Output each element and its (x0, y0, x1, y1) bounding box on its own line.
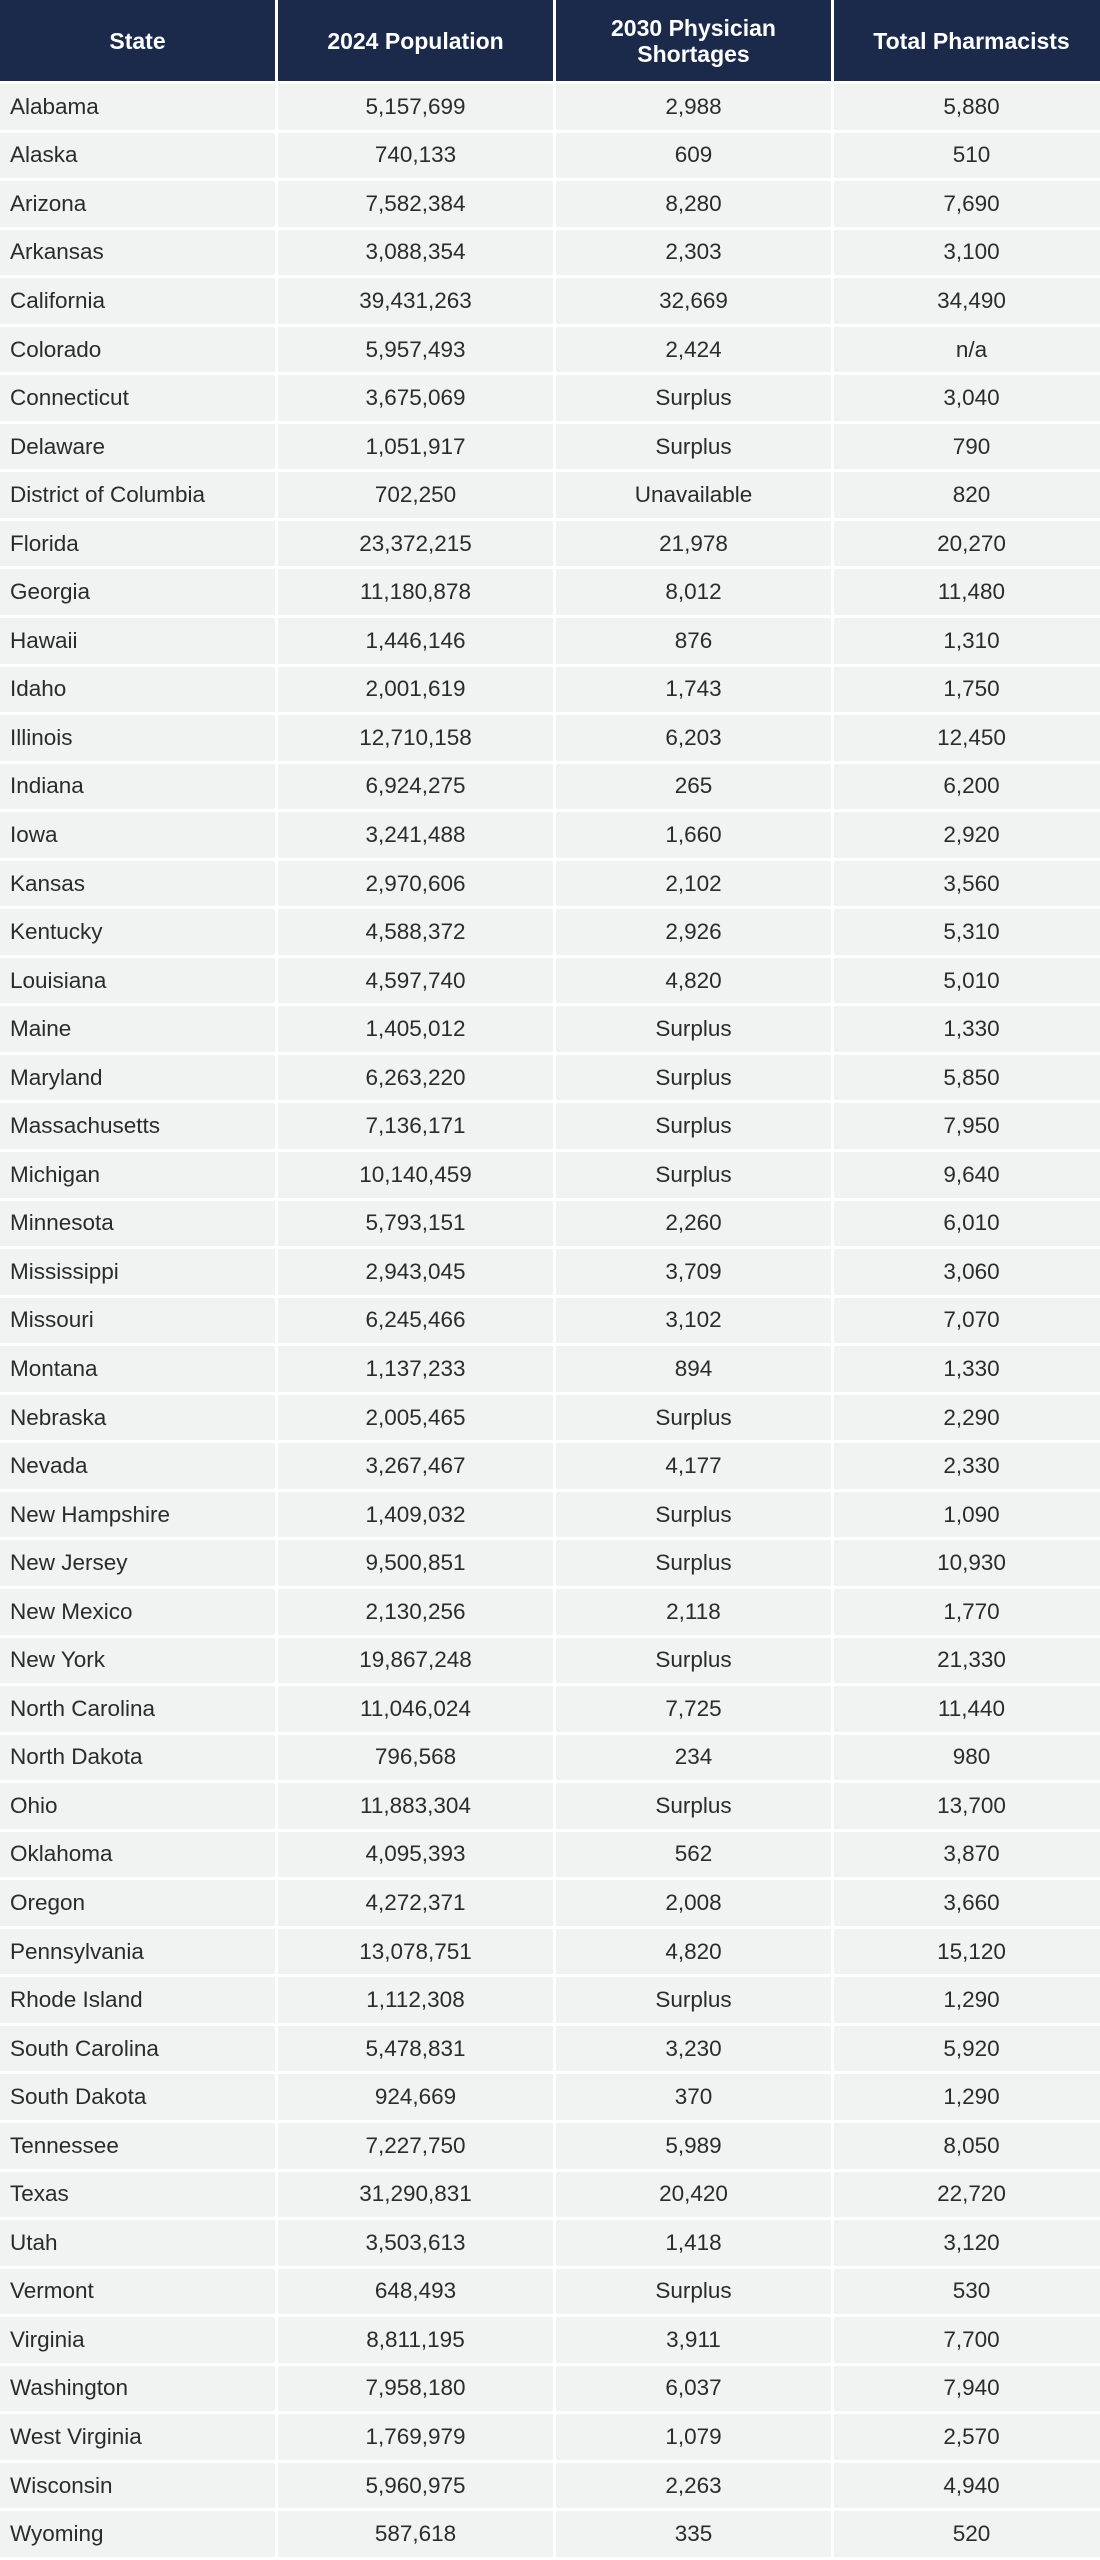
table-cell-total-pharmacists: 3,560 (834, 861, 1100, 910)
table-cell-physician-shortages-2030: Surplus (556, 1783, 831, 1832)
table-cell-total-pharmacists: 1,090 (834, 1492, 1100, 1541)
table-cell-total-pharmacists: 820 (834, 472, 1100, 521)
table-cell-state: Pennsylvania (0, 1929, 275, 1978)
table-cell-state: Connecticut (0, 375, 275, 424)
table-cell-total-pharmacists: 2,290 (834, 1395, 1100, 1444)
table-cell-physician-shortages-2030: 2,102 (556, 861, 831, 910)
table-cell-physician-shortages-2030: 6,203 (556, 715, 831, 764)
table-cell-total-pharmacists: 3,870 (834, 1832, 1100, 1881)
table-cell-state: Minnesota (0, 1201, 275, 1250)
table-cell-total-pharmacists: 7,070 (834, 1298, 1100, 1347)
table-cell-population-2024: 3,675,069 (278, 375, 553, 424)
table-cell-total-pharmacists: 7,690 (834, 181, 1100, 230)
table-cell-state: South Carolina (0, 2026, 275, 2075)
table-cell-population-2024: 10,140,459 (278, 1152, 553, 1201)
table-cell-physician-shortages-2030: 3,709 (556, 1249, 831, 1298)
table-cell-population-2024: 3,503,613 (278, 2220, 553, 2269)
table-cell-state: Arkansas (0, 230, 275, 279)
table-cell-physician-shortages-2030: 2,988 (556, 84, 831, 133)
table-cell-state: Louisiana (0, 958, 275, 1007)
table-cell-state: New Hampshire (0, 1492, 275, 1541)
table-cell-total-pharmacists: 1,770 (834, 1589, 1100, 1638)
table-cell-state: Tennessee (0, 2123, 275, 2172)
table-cell-population-2024: 6,263,220 (278, 1055, 553, 1104)
table-cell-total-pharmacists: 20,270 (834, 521, 1100, 570)
table-cell-total-pharmacists: 7,700 (834, 2317, 1100, 2366)
table-cell-physician-shortages-2030: 20,420 (556, 2172, 831, 2221)
table-cell-state: California (0, 278, 275, 327)
table-cell-population-2024: 9,500,851 (278, 1540, 553, 1589)
table-cell-state: New Jersey (0, 1540, 275, 1589)
table-cell-total-pharmacists: 12,450 (834, 715, 1100, 764)
table-cell-total-pharmacists: 4,940 (834, 2463, 1100, 2512)
table-cell-population-2024: 1,446,146 (278, 618, 553, 667)
table-cell-physician-shortages-2030: Surplus (556, 1055, 831, 1104)
table-cell-total-pharmacists: 7,950 (834, 1103, 1100, 1152)
table-cell-population-2024: 23,372,215 (278, 521, 553, 570)
table-cell-state: District of Columbia (0, 472, 275, 521)
table-cell-population-2024: 7,582,384 (278, 181, 553, 230)
table-cell-state: North Carolina (0, 1686, 275, 1735)
table-cell-population-2024: 924,669 (278, 2074, 553, 2123)
table-cell-physician-shortages-2030: 4,820 (556, 1929, 831, 1978)
table-cell-physician-shortages-2030: 2,303 (556, 230, 831, 279)
table-cell-total-pharmacists: 790 (834, 424, 1100, 473)
table-cell-physician-shortages-2030: Surplus (556, 2269, 831, 2318)
table-cell-population-2024: 587,618 (278, 2511, 553, 2560)
table-cell-population-2024: 4,272,371 (278, 1880, 553, 1929)
table-cell-population-2024: 702,250 (278, 472, 553, 521)
table-cell-total-pharmacists: 3,040 (834, 375, 1100, 424)
table-cell-physician-shortages-2030: 2,263 (556, 2463, 831, 2512)
table-cell-state: Wisconsin (0, 2463, 275, 2512)
table-cell-physician-shortages-2030: 370 (556, 2074, 831, 2123)
table-cell-total-pharmacists: 2,920 (834, 812, 1100, 861)
table-cell-state: Arizona (0, 181, 275, 230)
table-cell-population-2024: 7,958,180 (278, 2366, 553, 2415)
table-cell-population-2024: 1,405,012 (278, 1006, 553, 1055)
table-cell-total-pharmacists: 520 (834, 2511, 1100, 2560)
table-cell-physician-shortages-2030: Surplus (556, 1492, 831, 1541)
table-cell-physician-shortages-2030: 2,118 (556, 1589, 831, 1638)
table-cell-total-pharmacists: 1,290 (834, 1977, 1100, 2026)
table-cell-population-2024: 12,710,158 (278, 715, 553, 764)
table-cell-physician-shortages-2030: 2,926 (556, 909, 831, 958)
table-cell-total-pharmacists: 5,920 (834, 2026, 1100, 2075)
table-cell-physician-shortages-2030: 562 (556, 1832, 831, 1881)
table-cell-physician-shortages-2030: 1,743 (556, 667, 831, 716)
table-cell-population-2024: 6,245,466 (278, 1298, 553, 1347)
table-cell-total-pharmacists: n/a (834, 327, 1100, 376)
table-cell-total-pharmacists: 11,440 (834, 1686, 1100, 1735)
table-cell-state: Virginia (0, 2317, 275, 2366)
table-cell-population-2024: 2,005,465 (278, 1395, 553, 1444)
table-cell-state: Georgia (0, 569, 275, 618)
table-cell-population-2024: 3,267,467 (278, 1443, 553, 1492)
table-cell-state: Texas (0, 2172, 275, 2221)
table-cell-physician-shortages-2030: Surplus (556, 1103, 831, 1152)
table-cell-population-2024: 11,180,878 (278, 569, 553, 618)
table-cell-total-pharmacists: 22,720 (834, 2172, 1100, 2221)
table-cell-physician-shortages-2030: 2,260 (556, 1201, 831, 1250)
table-cell-total-pharmacists: 530 (834, 2269, 1100, 2318)
table-cell-physician-shortages-2030: Surplus (556, 1152, 831, 1201)
table-cell-physician-shortages-2030: 6,037 (556, 2366, 831, 2415)
table-cell-physician-shortages-2030: 1,660 (556, 812, 831, 861)
table-cell-state: Iowa (0, 812, 275, 861)
table-cell-state: Alaska (0, 133, 275, 182)
table-cell-population-2024: 2,001,619 (278, 667, 553, 716)
table-cell-state: Indiana (0, 764, 275, 813)
column-header-population-2024: 2024 Population (278, 0, 553, 84)
table-cell-total-pharmacists: 3,120 (834, 2220, 1100, 2269)
table-cell-physician-shortages-2030: 3,230 (556, 2026, 831, 2075)
table-cell-total-pharmacists: 10,930 (834, 1540, 1100, 1589)
table-cell-total-pharmacists: 3,060 (834, 1249, 1100, 1298)
table-cell-total-pharmacists: 13,700 (834, 1783, 1100, 1832)
table-cell-physician-shortages-2030: Surplus (556, 1006, 831, 1055)
table-cell-total-pharmacists: 1,290 (834, 2074, 1100, 2123)
table-cell-population-2024: 796,568 (278, 1735, 553, 1784)
table-cell-state: Oklahoma (0, 1832, 275, 1881)
table-cell-physician-shortages-2030: Surplus (556, 1395, 831, 1444)
table-cell-population-2024: 7,136,171 (278, 1103, 553, 1152)
table-cell-physician-shortages-2030: 32,669 (556, 278, 831, 327)
table-cell-physician-shortages-2030: Surplus (556, 375, 831, 424)
table-cell-physician-shortages-2030: 609 (556, 133, 831, 182)
table-cell-state: Colorado (0, 327, 275, 376)
table-cell-population-2024: 5,478,831 (278, 2026, 553, 2075)
table-cell-population-2024: 13,078,751 (278, 1929, 553, 1978)
table-cell-state: South Dakota (0, 2074, 275, 2123)
table-cell-total-pharmacists: 3,100 (834, 230, 1100, 279)
table-cell-total-pharmacists: 9,640 (834, 1152, 1100, 1201)
table-cell-population-2024: 2,130,256 (278, 1589, 553, 1638)
table-cell-total-pharmacists: 510 (834, 133, 1100, 182)
table-cell-state: Michigan (0, 1152, 275, 1201)
table-cell-physician-shortages-2030: 2,008 (556, 1880, 831, 1929)
table-cell-state: Montana (0, 1346, 275, 1395)
table-cell-state: Nebraska (0, 1395, 275, 1444)
table-cell-state: Rhode Island (0, 1977, 275, 2026)
table-cell-total-pharmacists: 1,330 (834, 1006, 1100, 1055)
table-cell-total-pharmacists: 1,310 (834, 618, 1100, 667)
table-cell-total-pharmacists: 6,010 (834, 1201, 1100, 1250)
table-cell-population-2024: 5,957,493 (278, 327, 553, 376)
table-cell-state: West Virginia (0, 2414, 275, 2463)
table-cell-state: Ohio (0, 1783, 275, 1832)
table-cell-population-2024: 648,493 (278, 2269, 553, 2318)
table-cell-total-pharmacists: 15,120 (834, 1929, 1100, 1978)
table-cell-population-2024: 2,970,606 (278, 861, 553, 910)
table-cell-population-2024: 4,588,372 (278, 909, 553, 958)
table-cell-population-2024: 11,883,304 (278, 1783, 553, 1832)
table-cell-population-2024: 1,769,979 (278, 2414, 553, 2463)
table-cell-state: North Dakota (0, 1735, 275, 1784)
table-cell-state: New Mexico (0, 1589, 275, 1638)
table-cell-physician-shortages-2030: 3,911 (556, 2317, 831, 2366)
table-cell-state: New York (0, 1638, 275, 1687)
table-cell-state: Missouri (0, 1298, 275, 1347)
column-header-total-pharmacists: Total Pharmacists (834, 0, 1100, 84)
table-cell-total-pharmacists: 8,050 (834, 2123, 1100, 2172)
table-cell-population-2024: 3,241,488 (278, 812, 553, 861)
table-cell-state: Delaware (0, 424, 275, 473)
table-cell-state: Oregon (0, 1880, 275, 1929)
table-cell-state: Florida (0, 521, 275, 570)
table-cell-state: Alabama (0, 84, 275, 133)
table-cell-total-pharmacists: 5,010 (834, 958, 1100, 1007)
table-cell-population-2024: 1,051,917 (278, 424, 553, 473)
table-cell-state: Maine (0, 1006, 275, 1055)
table-cell-state: Idaho (0, 667, 275, 716)
table-cell-population-2024: 6,924,275 (278, 764, 553, 813)
table-cell-physician-shortages-2030: Surplus (556, 1638, 831, 1687)
table-cell-physician-shortages-2030: 21,978 (556, 521, 831, 570)
table-cell-population-2024: 5,157,699 (278, 84, 553, 133)
table-cell-population-2024: 3,088,354 (278, 230, 553, 279)
table-cell-physician-shortages-2030: 1,079 (556, 2414, 831, 2463)
table-cell-total-pharmacists: 5,310 (834, 909, 1100, 958)
table-cell-total-pharmacists: 5,850 (834, 1055, 1100, 1104)
table-cell-total-pharmacists: 2,570 (834, 2414, 1100, 2463)
table-cell-physician-shortages-2030: 8,012 (556, 569, 831, 618)
table-cell-population-2024: 19,867,248 (278, 1638, 553, 1687)
table-cell-total-pharmacists: 11,480 (834, 569, 1100, 618)
table-cell-state: Massachusetts (0, 1103, 275, 1152)
table-cell-population-2024: 5,793,151 (278, 1201, 553, 1250)
table-cell-state: Wyoming (0, 2511, 275, 2560)
table-cell-total-pharmacists: 2,330 (834, 1443, 1100, 1492)
table-cell-population-2024: 31,290,831 (278, 2172, 553, 2221)
table-cell-state: Vermont (0, 2269, 275, 2318)
table-cell-total-pharmacists: 21,330 (834, 1638, 1100, 1687)
table-cell-physician-shortages-2030: 3,102 (556, 1298, 831, 1347)
table-cell-state: Illinois (0, 715, 275, 764)
table-cell-population-2024: 2,943,045 (278, 1249, 553, 1298)
column-header-physician-shortages-2030: 2030 Physician Shortages (556, 0, 831, 84)
table-cell-physician-shortages-2030: Surplus (556, 1540, 831, 1589)
table-cell-population-2024: 7,227,750 (278, 2123, 553, 2172)
table-cell-total-pharmacists: 1,750 (834, 667, 1100, 716)
table-cell-physician-shortages-2030: 1,418 (556, 2220, 831, 2269)
table-cell-population-2024: 11,046,024 (278, 1686, 553, 1735)
table-cell-population-2024: 5,960,975 (278, 2463, 553, 2512)
table-cell-population-2024: 740,133 (278, 133, 553, 182)
table-cell-total-pharmacists: 7,940 (834, 2366, 1100, 2415)
table-cell-physician-shortages-2030: 7,725 (556, 1686, 831, 1735)
table-cell-physician-shortages-2030: Surplus (556, 424, 831, 473)
table-cell-physician-shortages-2030: Surplus (556, 1977, 831, 2026)
table-cell-state: Maryland (0, 1055, 275, 1104)
table-cell-state: Mississippi (0, 1249, 275, 1298)
table-cell-population-2024: 8,811,195 (278, 2317, 553, 2366)
table-cell-physician-shortages-2030: 4,820 (556, 958, 831, 1007)
table-cell-physician-shortages-2030: 2,424 (556, 327, 831, 376)
table-cell-physician-shortages-2030: 894 (556, 1346, 831, 1395)
table-cell-state: Utah (0, 2220, 275, 2269)
table-cell-total-pharmacists: 5,880 (834, 84, 1100, 133)
table-cell-state: Kentucky (0, 909, 275, 958)
table-cell-physician-shortages-2030: 265 (556, 764, 831, 813)
table-cell-physician-shortages-2030: 335 (556, 2511, 831, 2560)
table-cell-physician-shortages-2030: 8,280 (556, 181, 831, 230)
table-cell-state: Hawaii (0, 618, 275, 667)
table-cell-population-2024: 4,095,393 (278, 1832, 553, 1881)
table-cell-total-pharmacists: 3,660 (834, 1880, 1100, 1929)
table-cell-physician-shortages-2030: Unavailable (556, 472, 831, 521)
table-cell-population-2024: 1,112,308 (278, 1977, 553, 2026)
table-cell-population-2024: 39,431,263 (278, 278, 553, 327)
table-cell-state: Nevada (0, 1443, 275, 1492)
table-cell-total-pharmacists: 6,200 (834, 764, 1100, 813)
column-header-state: State (0, 0, 275, 84)
table-cell-state: Washington (0, 2366, 275, 2415)
table-cell-total-pharmacists: 1,330 (834, 1346, 1100, 1395)
table-cell-physician-shortages-2030: 234 (556, 1735, 831, 1784)
table-cell-population-2024: 1,409,032 (278, 1492, 553, 1541)
table-cell-physician-shortages-2030: 876 (556, 618, 831, 667)
table-cell-total-pharmacists: 34,490 (834, 278, 1100, 327)
table-cell-physician-shortages-2030: 5,989 (556, 2123, 831, 2172)
table-cell-physician-shortages-2030: 4,177 (556, 1443, 831, 1492)
table-cell-population-2024: 4,597,740 (278, 958, 553, 1007)
table-cell-total-pharmacists: 980 (834, 1735, 1100, 1784)
table-cell-population-2024: 1,137,233 (278, 1346, 553, 1395)
table-cell-state: Kansas (0, 861, 275, 910)
